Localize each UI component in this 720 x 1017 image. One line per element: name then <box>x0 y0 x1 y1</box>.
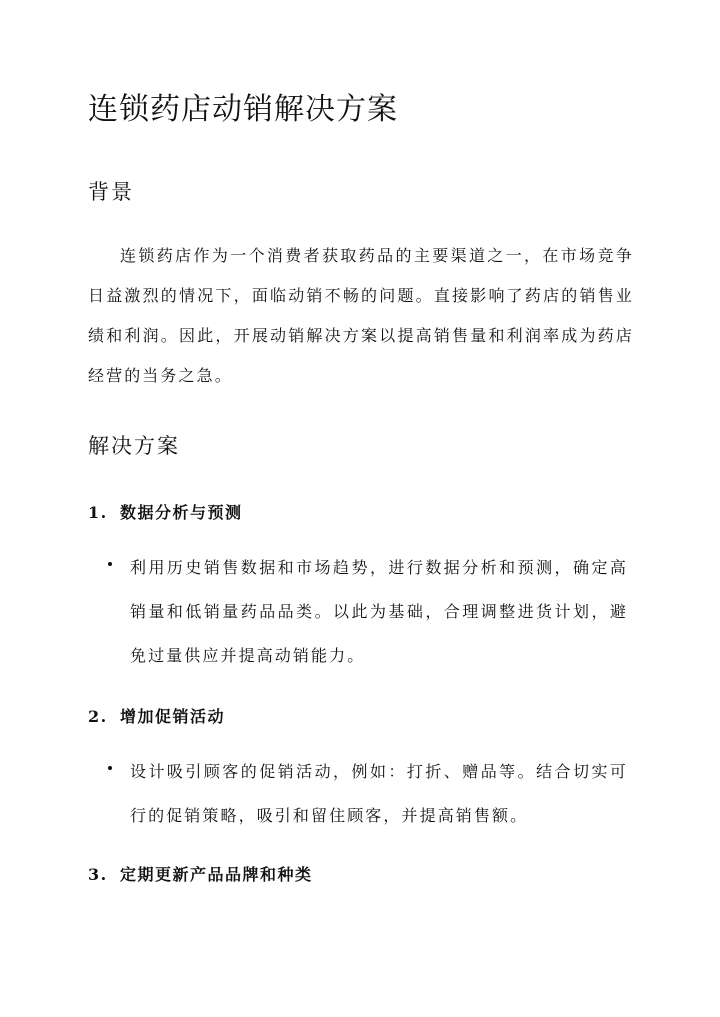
solution-item-1-title: 数据分析与预测 <box>120 503 243 522</box>
bullet-dot-icon <box>108 562 112 566</box>
solution-item-3-number: 3. <box>88 865 108 884</box>
solution-item-2-bullet-text: 设计吸引顾客的促销活动，例如：打折、赠品等。结合切实可行的促销策略，吸引和留住顾客，并提高销售额。 <box>130 762 628 825</box>
solution-heading: 解决方案 <box>88 434 180 458</box>
solution-item-2-heading <box>88 704 225 727</box>
solution-item-1-heading <box>88 500 243 523</box>
solution-item-2-bullet <box>108 750 628 838</box>
background-heading: 背景 <box>88 180 134 204</box>
document-title: 连锁药店动销解决方案 <box>88 92 398 127</box>
solution-item-2-number: 2. <box>88 707 108 726</box>
solution-item-3-title: 定期更新产品品牌和种类 <box>120 865 313 884</box>
bullet-dot-icon <box>108 766 112 770</box>
solution-item-3-heading <box>88 862 313 885</box>
solution-item-2-title: 增加促销活动 <box>120 707 226 726</box>
solution-item-1-number: 1. <box>88 503 108 522</box>
background-paragraph: 连锁药店作为一个消费者获取药品的主要渠道之一，在市场竞争日益激烈的情况下，面临动销不畅的问题。直接影响了药店的销售业绩和利润。因此，开展动销解决方案以提高销售量和利润率成为药店经营的当务之急。 <box>88 246 634 385</box>
solution-item-1-bullet <box>108 546 628 678</box>
solution-item-1-bullet-text: 利用历史销售数据和市场趋势，进行数据分析和预测，确定高销量和低销量药品品类。以此为基础，合理调整进货计划，避免过量供应并提高动销能力。 <box>130 558 628 665</box>
